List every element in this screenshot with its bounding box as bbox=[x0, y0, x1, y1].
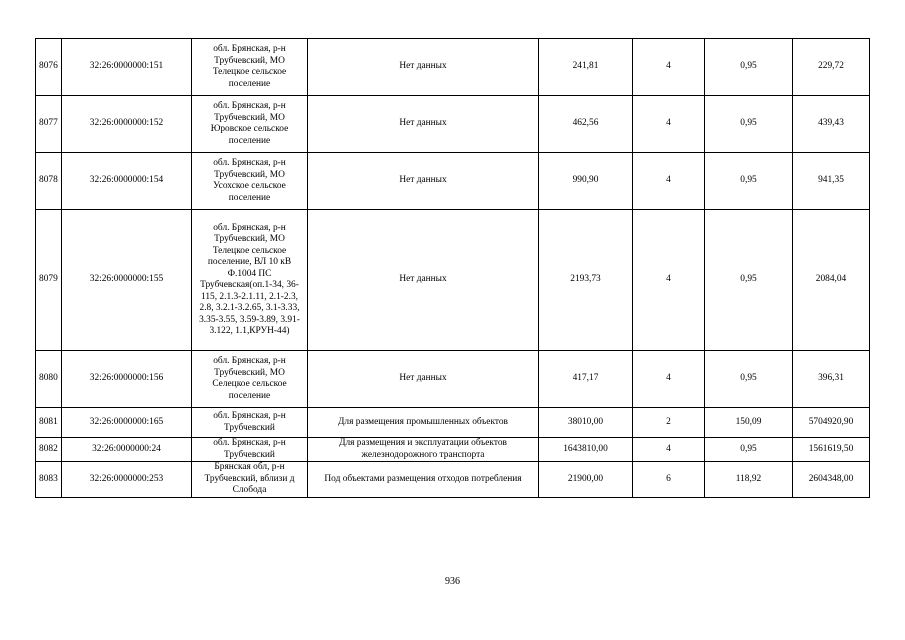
land-use-line: Для размещения промышленных объектов bbox=[338, 416, 508, 427]
cadastral-number: 32:26:0000000:155 bbox=[62, 210, 192, 351]
value-cell: 21900,00 bbox=[539, 462, 633, 498]
land-use-line: Нет данных bbox=[399, 274, 447, 285]
location-line: Трубчевский, МО bbox=[214, 55, 285, 66]
location-line: 115, 2.1.3-2.1.11, 2.1-2.3, bbox=[201, 291, 298, 302]
location-line: обл. Брянская, р-н bbox=[213, 438, 286, 448]
cadastral-number: 32:26:0000000:24 bbox=[62, 438, 192, 462]
location-cell bbox=[192, 408, 308, 438]
location-cell bbox=[192, 438, 308, 462]
location-line: обл. Брянская, р-н bbox=[213, 101, 286, 111]
land-use-cell bbox=[308, 351, 539, 408]
location-line: поселение bbox=[228, 135, 271, 146]
value-cell: 241,81 bbox=[539, 39, 633, 96]
row-number: 8081 bbox=[36, 408, 62, 438]
row-number: 8076 bbox=[36, 39, 62, 96]
cadastral-number: 32:26:0000000:152 bbox=[62, 96, 192, 153]
row-number: 8082 bbox=[36, 438, 62, 462]
row-number: 8078 bbox=[36, 153, 62, 210]
location-line: обл. Брянская, р-н bbox=[213, 356, 286, 366]
table-row bbox=[36, 462, 870, 498]
group-cell: 4 bbox=[633, 153, 705, 210]
total-cell: 2604348,00 bbox=[793, 462, 870, 498]
table-row bbox=[36, 210, 870, 351]
coefficient-cell: 0,95 bbox=[705, 39, 793, 96]
total-cell: 439,43 bbox=[793, 96, 870, 153]
location-cell bbox=[192, 462, 308, 498]
location-cell bbox=[192, 39, 308, 96]
coefficient-cell: 0,95 bbox=[705, 96, 793, 153]
location-line: Трубчевский, МО bbox=[214, 112, 285, 123]
value-cell: 2193,73 bbox=[539, 210, 633, 351]
total-cell: 941,35 bbox=[793, 153, 870, 210]
location-line: Ф.1004 ПС bbox=[227, 268, 272, 279]
group-cell: 4 bbox=[633, 210, 705, 351]
land-use-line: Для размещения и эксплуатации объектов bbox=[339, 438, 507, 448]
coefficient-cell: 0,95 bbox=[705, 153, 793, 210]
coefficient-cell: 150,09 bbox=[705, 408, 793, 438]
land-use-line: Под объектами размещения отходов потребления bbox=[324, 473, 522, 484]
group-cell: 4 bbox=[633, 96, 705, 153]
location-line: Трубчевский, МО bbox=[214, 169, 285, 180]
total-cell: 1561619,50 bbox=[793, 438, 870, 462]
land-use-line: Нет данных bbox=[399, 61, 447, 72]
location-line: Селецкое сельское bbox=[212, 379, 287, 389]
value-cell: 1643810,00 bbox=[539, 438, 633, 462]
location-line: обл. Брянская, р-н bbox=[213, 411, 286, 421]
location-line: Юровское сельское bbox=[210, 124, 289, 134]
location-cell bbox=[192, 210, 308, 351]
location-line: обл. Брянская, р-н bbox=[213, 222, 286, 233]
group-cell: 4 bbox=[633, 351, 705, 408]
value-cell: 38010,00 bbox=[539, 408, 633, 438]
land-use-cell bbox=[308, 39, 539, 96]
value-cell: 990,90 bbox=[539, 153, 633, 210]
location-line: Слобода bbox=[232, 485, 267, 495]
table-row bbox=[36, 96, 870, 153]
cadastral-number: 32:26:0000000:253 bbox=[62, 462, 192, 498]
land-use-line: Нет данных bbox=[399, 118, 447, 129]
table-row bbox=[36, 39, 870, 96]
location-cell bbox=[192, 96, 308, 153]
land-use-cell bbox=[308, 210, 539, 351]
coefficient-cell: 0,95 bbox=[705, 210, 793, 351]
coefficient-cell: 0,95 bbox=[705, 438, 793, 462]
location-line: Телецкое сельское bbox=[212, 67, 287, 77]
location-line: Брянская обл, р-н bbox=[214, 462, 285, 472]
land-use-line: Нет данных bbox=[399, 373, 447, 384]
location-line: поселение bbox=[228, 78, 271, 89]
cadastral-number: 32:26:0000000:154 bbox=[62, 153, 192, 210]
table-row bbox=[36, 408, 870, 438]
value-cell: 417,17 bbox=[539, 351, 633, 408]
location-line: обл. Брянская, р-н bbox=[213, 44, 286, 54]
location-line: 3.122, 1.1,КРУН-44) bbox=[209, 326, 290, 336]
cadastral-number: 32:26:0000000:165 bbox=[62, 408, 192, 438]
coefficient-cell: 0,95 bbox=[705, 351, 793, 408]
location-cell bbox=[192, 351, 308, 408]
location-line: Усохское сельское bbox=[213, 181, 286, 191]
total-cell: 2084,04 bbox=[793, 210, 870, 351]
location-line: Трубчевский, МО bbox=[214, 234, 285, 244]
land-use-line: железнодорожного транспорта bbox=[361, 449, 485, 460]
total-cell: 396,31 bbox=[793, 351, 870, 408]
group-cell: 4 bbox=[633, 438, 705, 462]
group-cell: 2 bbox=[633, 408, 705, 438]
location-line: Трубчевский, МО bbox=[214, 367, 285, 378]
page-number: 936 bbox=[445, 576, 460, 587]
land-use-cell bbox=[308, 153, 539, 210]
location-line: поселение bbox=[228, 192, 271, 203]
coefficient-cell: 118,92 bbox=[705, 462, 793, 498]
location-cell bbox=[192, 153, 308, 210]
location-line: поселение bbox=[228, 390, 271, 401]
location-line: 3.35-3.55, 3.59-3.89, 3.91- bbox=[199, 314, 300, 325]
table-row bbox=[36, 153, 870, 210]
row-number: 8077 bbox=[36, 96, 62, 153]
location-line: Телецкое сельское bbox=[212, 245, 287, 256]
location-line: обл. Брянская, р-н bbox=[213, 158, 286, 168]
cadastral-number: 32:26:0000000:156 bbox=[62, 351, 192, 408]
row-number: 8080 bbox=[36, 351, 62, 408]
location-line: Трубчевская(оп.1-34, 36- bbox=[200, 280, 299, 290]
location-line: 2.8, 3.2.1-3.2.65, 3.1-3.33, bbox=[199, 303, 300, 313]
value-cell: 462,56 bbox=[539, 96, 633, 153]
location-line: Трубчевский bbox=[224, 449, 275, 460]
group-cell: 4 bbox=[633, 39, 705, 96]
location-line: Трубчевский bbox=[224, 422, 275, 433]
cadastral-number: 32:26:0000000:151 bbox=[62, 39, 192, 96]
land-use-cell bbox=[308, 96, 539, 153]
group-cell: 6 bbox=[633, 462, 705, 498]
land-use-cell bbox=[308, 462, 539, 498]
total-cell: 5704920,90 bbox=[793, 408, 870, 438]
table-row bbox=[36, 351, 870, 408]
land-use-cell bbox=[308, 408, 539, 438]
location-line: Трубчевский, вблизи д bbox=[204, 473, 295, 484]
row-number: 8079 bbox=[36, 210, 62, 351]
land-use-cell bbox=[308, 438, 539, 462]
location-line: поселение, ВЛ 10 кВ bbox=[207, 257, 292, 267]
land-use-line: Нет данных bbox=[399, 175, 447, 186]
land-registry-table bbox=[35, 38, 870, 498]
total-cell: 229,72 bbox=[793, 39, 870, 96]
row-number: 8083 bbox=[36, 462, 62, 498]
table-row bbox=[36, 438, 870, 462]
